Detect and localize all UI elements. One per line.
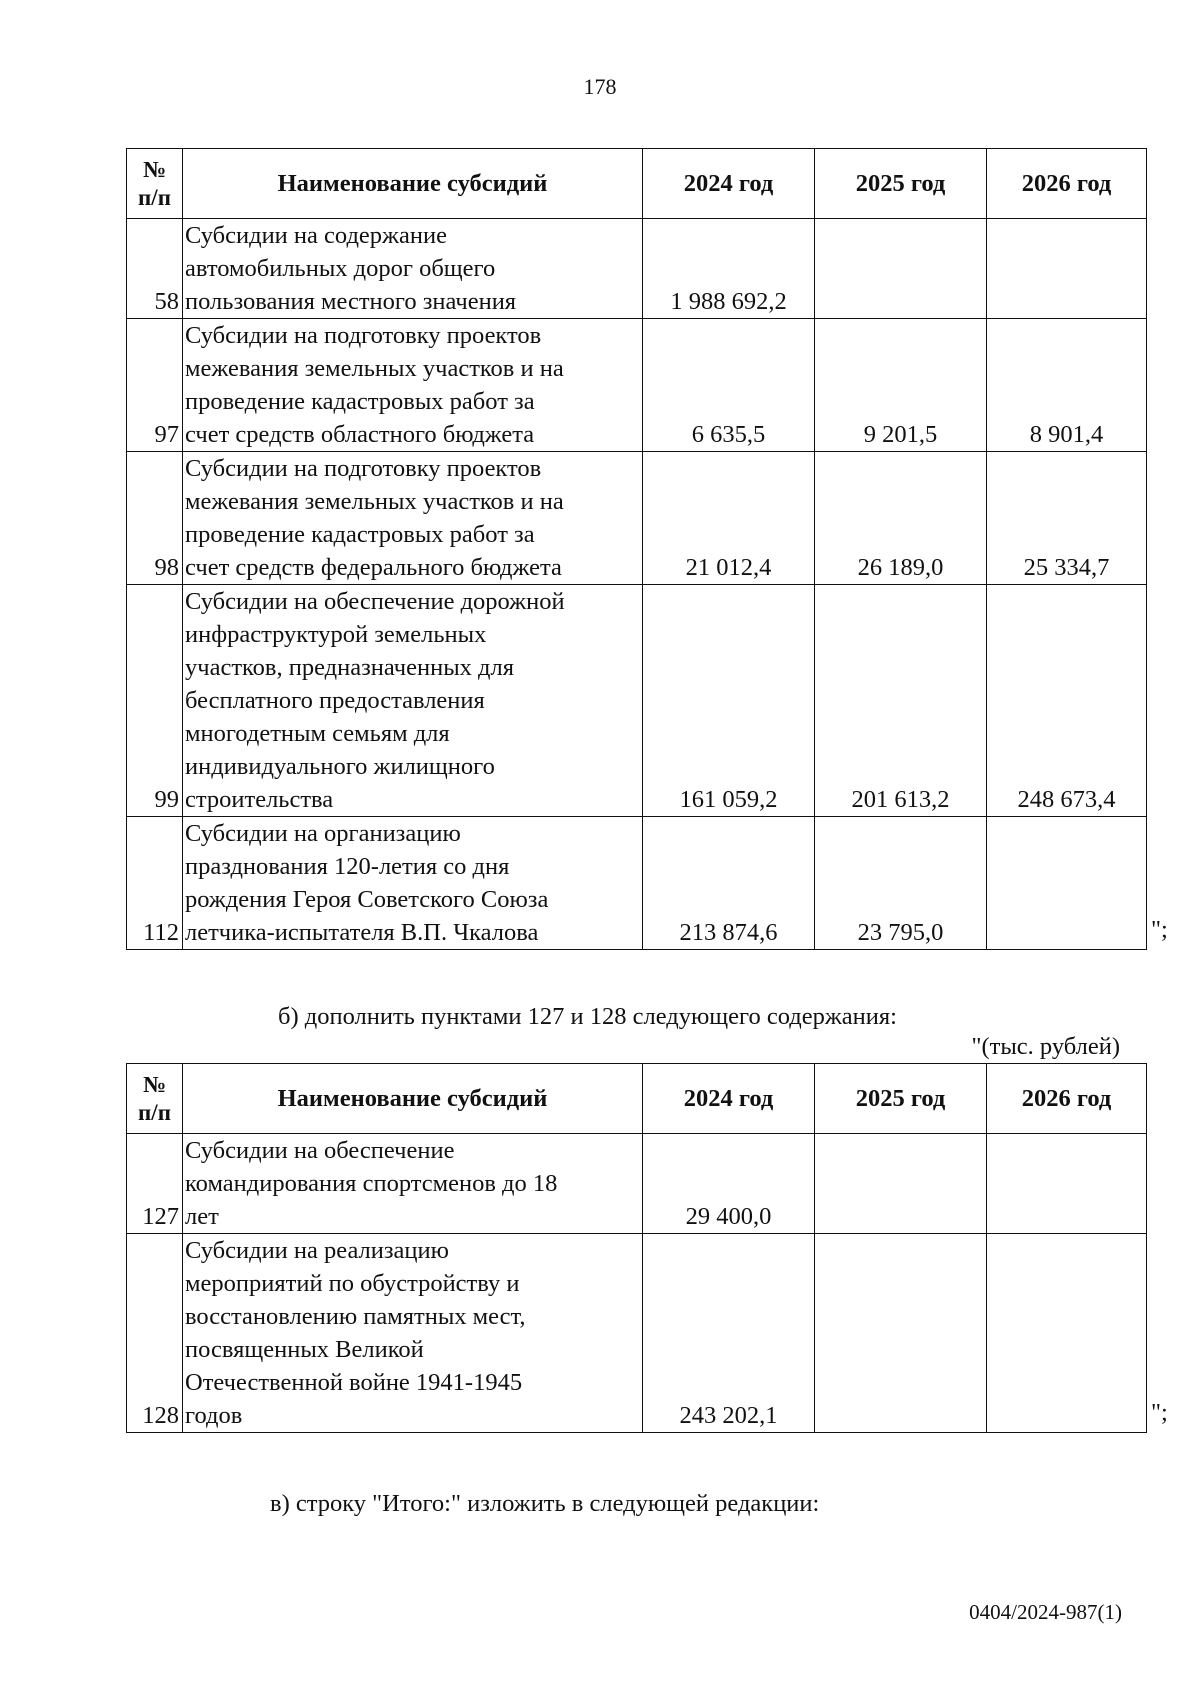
row-name: Субсидии на подготовку проектов межевания земельных участков и на проведение кадастровых работ за счет средств областного бюджета bbox=[183, 319, 643, 452]
table-row bbox=[127, 319, 1147, 452]
value-2026: 8 901,4 bbox=[987, 319, 1147, 452]
value-2025: 23 795,0 bbox=[815, 817, 987, 950]
row-number: 58 bbox=[127, 219, 183, 319]
row-number: 97 bbox=[127, 319, 183, 452]
row-name: Субсидии на обеспечение командирования спортсменов до 18 лет bbox=[183, 1134, 643, 1234]
subsidy-table-1 bbox=[126, 148, 1147, 950]
header-2024: 2024 год bbox=[643, 1064, 815, 1134]
table-row bbox=[127, 452, 1147, 585]
page-number: 178 bbox=[583, 74, 617, 99]
table-2-closing-quote: "; bbox=[1151, 1399, 1168, 1426]
row-number: 127 bbox=[127, 1134, 183, 1234]
header-number: № п/п bbox=[127, 1064, 183, 1134]
table-1-closing-quote: "; bbox=[1151, 916, 1168, 943]
header-2026: 2026 год bbox=[987, 149, 1147, 219]
value-2024: 243 202,1 bbox=[643, 1234, 815, 1433]
value-2026 bbox=[987, 1234, 1147, 1433]
table-header-row bbox=[127, 1064, 1147, 1134]
paragraph-b: б) дополнить пунктами 127 и 128 следующего содержания: bbox=[278, 1003, 897, 1030]
value-2025 bbox=[815, 219, 987, 319]
value-2025 bbox=[815, 1134, 987, 1234]
header-2025: 2025 год bbox=[815, 1064, 987, 1134]
value-2025 bbox=[815, 1234, 987, 1433]
value-2024: 1 988 692,2 bbox=[643, 219, 815, 319]
header-number: № п/п bbox=[127, 149, 183, 219]
header-2026: 2026 год bbox=[987, 1064, 1147, 1134]
table-row bbox=[127, 1134, 1147, 1234]
value-2026 bbox=[987, 219, 1147, 319]
header-2024: 2024 год bbox=[643, 149, 815, 219]
table-row bbox=[127, 1234, 1147, 1433]
row-name: Субсидии на реализацию мероприятий по обустройству и восстановлению памятных мест, посвященных Великой Отечественной войне 1941-1945 годов bbox=[183, 1234, 643, 1433]
row-number: 99 bbox=[127, 585, 183, 817]
header-name: Наименование субсидий bbox=[183, 1064, 643, 1134]
value-2026 bbox=[987, 1134, 1147, 1234]
row-name: Субсидии на обеспечение дорожной инфраструктурой земельных участков, предназначенных для бесплатного предоставления многодетным семьям для индивидуального жилищного строительства bbox=[183, 585, 643, 817]
value-2026: 248 673,4 bbox=[987, 585, 1147, 817]
row-number: 128 bbox=[127, 1234, 183, 1433]
value-2024: 21 012,4 bbox=[643, 452, 815, 585]
row-name: Субсидии на содержание автомобильных дорог общего пользования местного значения bbox=[183, 219, 643, 319]
document-code: 0404/2024-987(1) bbox=[969, 1600, 1122, 1624]
value-2024: 29 400,0 bbox=[643, 1134, 815, 1234]
header-2025: 2025 год bbox=[815, 149, 987, 219]
row-number: 98 bbox=[127, 452, 183, 585]
subsidy-table-2 bbox=[126, 1063, 1147, 1433]
value-2025: 9 201,5 bbox=[815, 319, 987, 452]
row-name: Субсидии на подготовку проектов межевания земельных участков и на проведение кадастровых работ за счет средств федерального бюджета bbox=[183, 452, 643, 585]
value-2024: 6 635,5 bbox=[643, 319, 815, 452]
header-name: Наименование субсидий bbox=[183, 149, 643, 219]
table-row bbox=[127, 219, 1147, 319]
table-row bbox=[127, 585, 1147, 817]
value-2024: 213 874,6 bbox=[643, 817, 815, 950]
value-2025: 201 613,2 bbox=[815, 585, 987, 817]
paragraph-v: в) строку "Итого:" изложить в следующей редакции: bbox=[270, 1490, 820, 1517]
table-row bbox=[127, 817, 1147, 950]
table-header-row bbox=[127, 149, 1147, 219]
row-number: 112 bbox=[127, 817, 183, 950]
units-label: "(тыс. рублей) bbox=[971, 1033, 1120, 1060]
row-name: Субсидии на организацию празднования 120-летия со дня рождения Героя Советского Союза летчика-испытателя В.П. Чкалова bbox=[183, 817, 643, 950]
value-2025: 26 189,0 bbox=[815, 452, 987, 585]
value-2026 bbox=[987, 817, 1147, 950]
value-2026: 25 334,7 bbox=[987, 452, 1147, 585]
value-2024: 161 059,2 bbox=[643, 585, 815, 817]
